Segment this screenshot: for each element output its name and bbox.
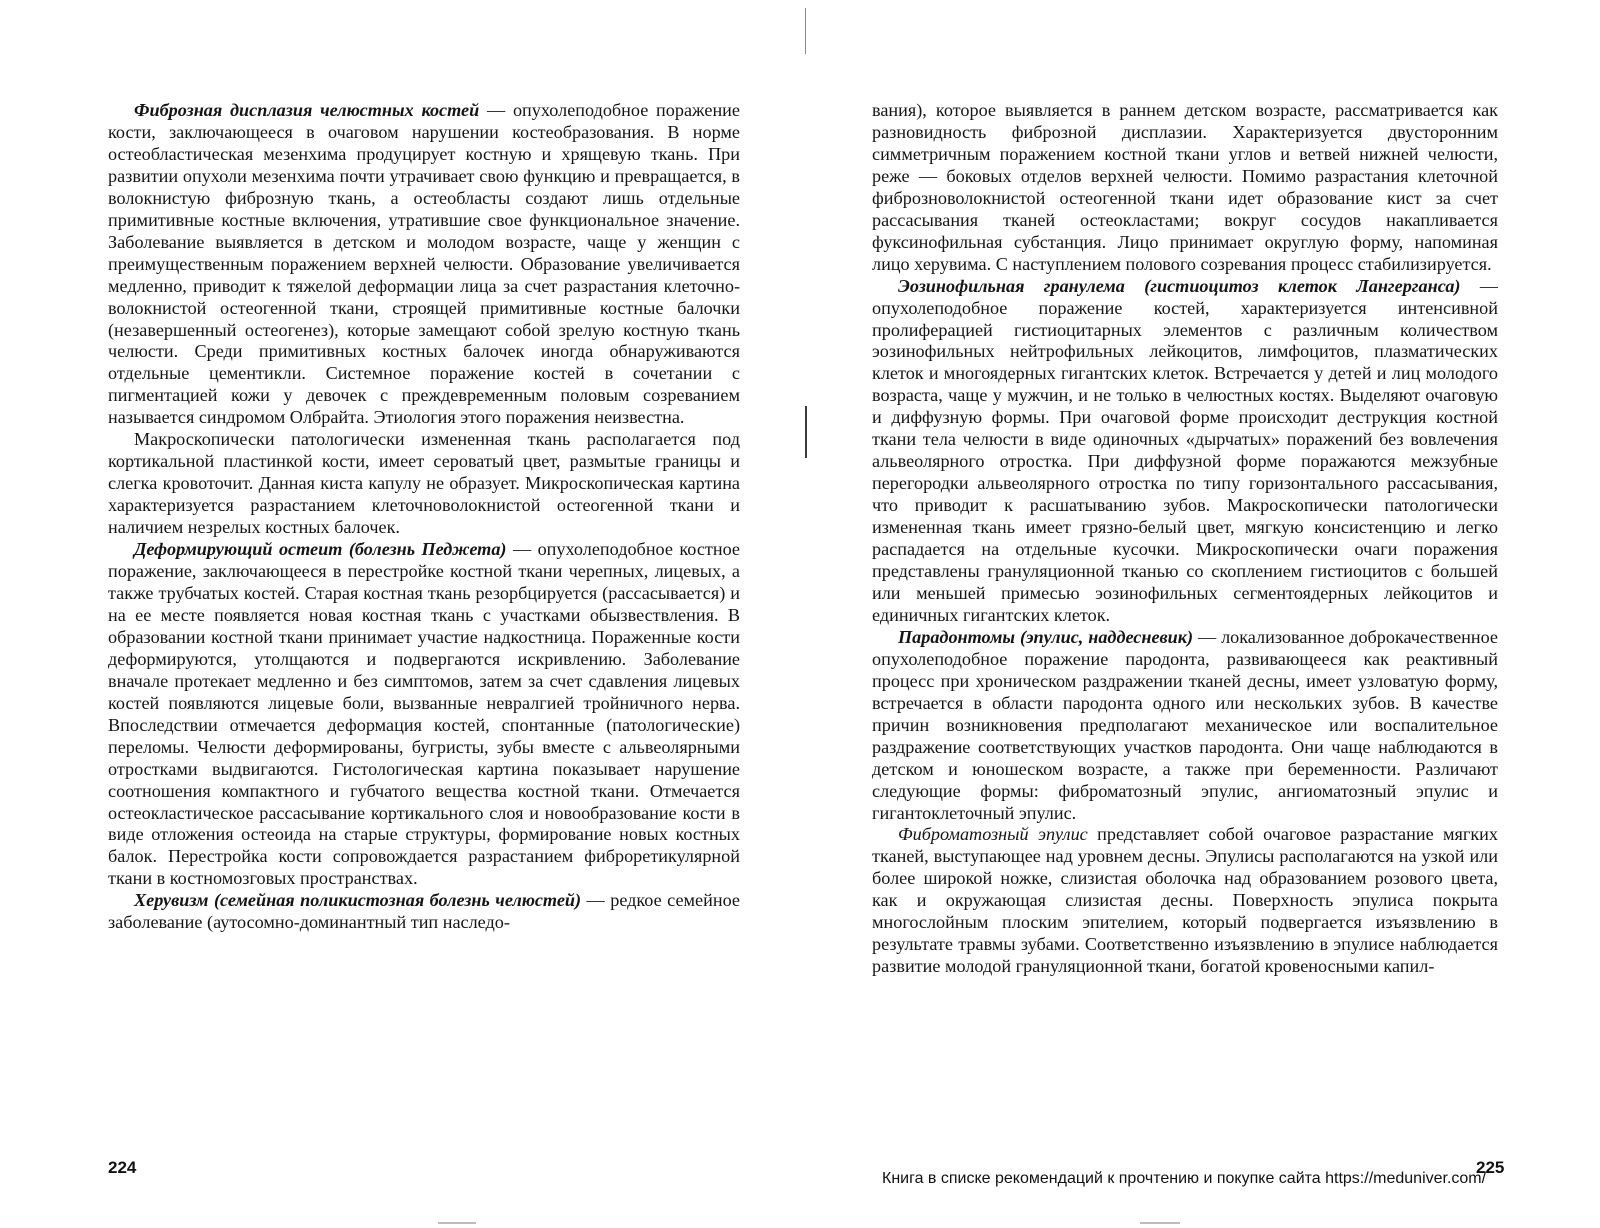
- paragraph-text: — редкое семейное заболевание (аутосомно-доминантный тип наследо-: [108, 890, 740, 933]
- paragraph-text: — опухолеподобное поражение костей, характеризуется интенсивной пролиферацией гистиоцитарных элементов с различным количеством эозинофильных нейтрофильных лейкоцитов, лимфоцитов, плазматических клеток и многоядерных гигантских клеток. Встречается у детей и лиц молодого возраста, чаще у мужчин, и не только в челюстных костях. Выделяют очаговую и диффузную формы. При очаговой форме происходит деструкция костной ткани тела челюсти в виде одиночных «дырчатых» поражений без вовлечения альвеолярного отростка. При диффузной форме поражаются межзубные перегородки альвеолярного отростка по типу горизонтального рассасывания, что приводит к расшатыванию зубов. Макроскопически патологически измененная ткань имеет грязно-белый цвет, мягкую консистенцию и легко распадается на отдельные кусочки. Микроскопически очаги поражения представлены грануляционной тканью со скоплением гистиоцитов с большей или меньшей примесью эозинофильных сегментоядерных лейкоцитов и единичных гигантских клеток.: [872, 275, 1498, 625]
- paragraph-text: Макроскопически патологически измененная ткань располагается под кортикальной пластинкой кости, имеет сероватый цвет, размытые границы и слегка кровоточит. Данная киста капулу не образует. Микроскопическая картина характеризуется разрастанием клеточноволокнистой остеогенной ткани и наличием незрелых костных балочек.: [108, 429, 740, 538]
- term-eosinophilic-granuloma: Эозинофильная гранулема (гистиоцитоз клеток Лангерганса): [898, 275, 1461, 296]
- paragraph-macroscopic: [108, 429, 740, 539]
- paragraph-text: — локализованное доброкачественное опухолеподобное поражение пародонта, развивающееся как реактивный процесс при хроническом раздражении тканей десны, имеет узловатую форму, встречается в области пародонта одного или нескольких зубов. В качестве причин возникновения предполагают механическое или воспалительное раздражение соответствующих участков пародонта. Они чаще наблюдаются в детском и юношеском возрасте, а также при беременности. Различают следующие формы: фиброматозный эпулис, ангиоматозный эпулис и гигантоклеточный эпулис.: [872, 626, 1498, 823]
- bottom-mark-right: [1140, 1222, 1180, 1224]
- bottom-mark-left: [438, 1222, 476, 1224]
- paragraph-text: вания), которое выявляется в раннем детском возрасте, рассматривается как разновидность фиброзной дисплазии. Характеризуется двусторонним симметричным поражением костной ткани углов и ветвей нижней челюсти, реже — боковых отделов верхней челюсти. Помимо разрастания клеточной фиброзноволокнистой остеогенной ткани идет образование кист за счет рассасывания тканей остеокластами; вокруг сосудов накапливается фуксинофильная субстанция. Лицо принимает округлую форму, напоминая лицо херувима. С наступлением полового созревания процесс стабилизируется.: [872, 100, 1498, 274]
- page-number-right: 225: [1476, 1158, 1505, 1177]
- paragraph-text: — опухолеподобное костное поражение, заключающееся в перестройке костной ткани черепных, лицевых, а также трубчатых костей. Старая костная ткань резорбцируется (рассасывается) и на ее месте появляется новая костная ткань с участками обызвествления. В образовании костной ткани принимает участие надкостница. Пораженные кости деформируются, утолщаются и подвергаются искривлению. Заболевание вначале протекает медленно и без симптомов, затем за счет сдавления лицевых костей появляются лицевые боли, вызванные невралгией тройничного нерва. Впоследствии отмечается деформация костей, спонтанные (патологические) переломы. Челюсти деформированы, бугристы, зубы вместе с альвеолярными отростками выдвигаются. Гистологическая картина показывает нарушение соотношения компактного и губчатого вещества костной ткани. Отмечается остеокластическое рассасывание кортикального слоя и новообразование кости в виде отложения остеоида на старые структуры, формирование новых костных балок. Перестройка кости сопровождается разрастанием фиброретикулярной ткани в костномозговых пространствах.: [108, 539, 740, 889]
- paragraph-text: представляет собой очаговое разрастание мягких тканей, выступающее над уровнем десны. Эпулисы располагаются на узкой или более широкой ножке, слизистая оболочка над образованием розового цвета, как и окружающая слизистая десны. Поверхность эпулиса покрыта многослойным плоским эпителием, который подвергается изъязвлению в результате травмы зубами. Соответственно изъязвлению в эпулисе наблюдается развитие молодой грануляционной ткани, богатой кровеносными капил-: [872, 824, 1498, 977]
- term-fibromatous-epulis: Фиброматозный эпулис: [898, 824, 1088, 845]
- spine-line-middle: [805, 406, 807, 458]
- paragraph-text: — опухолеподобное поражение кости, заключающееся в очаговом нарушении костеобразования. В норме остеобластическая мезенхима продуцирует костную и хрящевую ткань. При развитии опухоли мезенхима почти утрачивает свою функцию и превращается, в волокнистую фиброзную ткань, а остеобласты создают лишь отдельные примитивные костные включения, утратившие свое функциональное значение. Заболевание выявляется в детском и молодом возрасте, чаще у женщин с преимущественным поражением верхней челюсти. Образование увеличивается медленно, приводит к тяжелой деформации лица за счет разрастания клеточно-волокнистой остеогенной ткани, строящей примитивные костные балочки (незавершенный остеогенез), которые замещают собой зрелую костную ткань челюсти. Среди примитивных костных балочек иногда обнаруживаются отдельные цементикли. Системное поражение костей в сочетании с пигментацией кожи у девочек с преждевременным половым созреванием называется синдромом Олбрайта. Этиология этого поражения неизвестна.: [108, 100, 740, 428]
- right-page: [872, 100, 1498, 1160]
- paragraph-parodontoma: [872, 627, 1498, 825]
- term-paget: Деформирующий остеит (болезнь Педжета): [134, 539, 507, 560]
- paragraph-fibromatous-epulis: [872, 824, 1498, 978]
- paragraph-cherubism-continued: [872, 100, 1498, 276]
- footer-note: Книга в списке рекомендаций к прочтению и покупке сайта https://meduniver.com/: [882, 1170, 1487, 1187]
- term-fibrous-dysplasia: Фиброзная дисплазия челюстных костей: [134, 100, 480, 120]
- page-number-left: 224: [108, 1158, 137, 1177]
- paragraph-fibrous-dysplasia: [108, 100, 740, 429]
- left-page: [108, 100, 740, 1160]
- spine-line-top: [805, 8, 806, 54]
- paragraph-cherubism: [108, 890, 740, 934]
- term-cherubism: Херувизм (семейная поликистозная болезнь челюстей): [134, 890, 582, 911]
- paragraph-eosinophilic-granuloma: [872, 276, 1498, 627]
- term-parodontoma: Парадонтомы (эпулис, наддесневик): [898, 626, 1194, 647]
- paragraph-paget: [108, 539, 740, 890]
